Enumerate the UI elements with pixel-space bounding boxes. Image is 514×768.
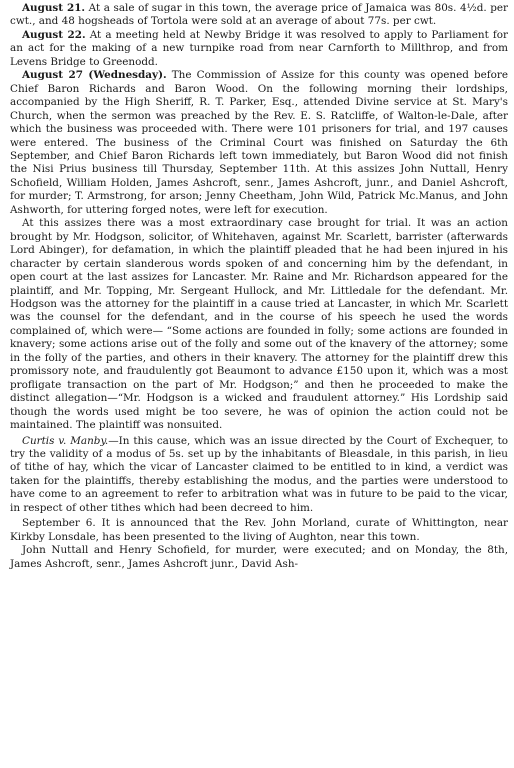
paragraph-august-22 <box>10 29 508 69</box>
paragraph-text: September 6. It is announced that the Rev. John Morland, curate of Whittington, near Kirkby Lonsdale, has been presented to the living of Aughton, near this town. <box>10 517 508 543</box>
paragraph-hodgson-case <box>10 217 508 432</box>
paragraph-date: August 21. <box>22 2 86 14</box>
paragraph-text: The Commission of Assize for this county was opened before Chief Baron Richards and Baron Wood. On the following morning their lordships, accompanied by the High Sheriff, R. T. Parker, Esq., attended Divine service at St. Mary's Church, when the sermon was preached by the Rev. E. S. Ratcliffe, of Walton-le-Dale, after which the business was proceeded with. There were 101 prisoners for trial, and 197 causes were entered. The business of the Criminal Court was finished on Saturday the 6th September, and Chief Baron Richards left town immediately, but Baron Wood did not finish the Nisi Prius business till Thursday, September 11th. At this assizes John Nuttall, Henry Schofield, William Holden, James Ashcroft, senr., James Ashcroft, junr., and Daniel Ashcroft, for murder; T. Armstrong, for arson; Jenny Cheetham, John Wild, Patrick Mc.Manus, and John Ashworth, for uttering forged notes, were left for execution. <box>10 69 509 216</box>
paragraph-august-27 <box>10 69 508 217</box>
paragraph-text: —In this cause, which was an issue directed by the Court of Exchequer, to try the validity of a modus of 5s. set up by the inhabitants of Bleasdale, in this parish, in lieu of tithe of hay, which the vicar of Lancaster claimed to be entitled to in kind, a verdict was taken for the plaintiffs, thereby establishing the modus, and the parties were understood to have come to an agreement to refer to arbitration what was in future to be paid to the vicar, in respect of other tithes which had been decreed to him. <box>10 434 508 514</box>
case-title: Curtis v. Manby. <box>22 434 109 447</box>
paragraph-date: August 22. <box>22 28 86 41</box>
paragraph-curtis-v-manby <box>10 435 508 516</box>
paragraph-text: At this assizes there was a most extraordinary case brought for trial. It was an action brought by Mr. Hodgson, solicitor, of Whitehaven, against Mr. Scarlett, barrister (afterwards Lord Abinger), for defamation, in which the plaintiff pleaded that he had been injured in his character by certain slanderous words spoken of and concerning him by the defendant, in open court at the last assizes for Lancaster. Mr. Raine and Mr. Richardson appeared for the plaintiff, and Mr. Topping, Mr. Sergeant Hullock, and Mr. Littledale for the defendant. Mr. Hodgson was the attorney for the plaintiff in a cause tried at Lancaster, in which Mr. Scarlett was the counsel for the defendant, and in the course of his speech he used the words complained of, which were— “Some actions are founded in folly; some actions are founded in knavery; some actions arise out of the folly and some out of the knavery of the attorney; some in the folly of the parties, and others in their knavery. The attorney for the plaintiff drew this promissory note, and fraudulently got Beaumont to advance £150 upon it, which was a most profligate transaction on the part of Mr. Hodgson;” and then he proceeded to make the distinct allegation—“Mr. Hodgson is a wicked and fraudulent attorney.” His Lordship said though the words used might be too severe, he was of opinion the action could not be maintained. The plaintiff was nonsuited. <box>10 217 508 432</box>
paragraph-text: At a sale of sugar in this town, the average price of Jamaica was 80s. 4½d. per cwt., and 48 hogsheads of Tortola were sold at an average of about 77s. per cwt. <box>10 2 508 28</box>
paragraph-text: At a meeting held at Newby Bridge it was resolved to apply to Parliament for an act for the making of a new turnpike road from near Carnforth to Millthrop, and from Levens Bridge to Greenodd. <box>10 28 508 68</box>
paragraph-september-6 <box>10 517 508 544</box>
paragraph-date: August 27 (Wednesday). <box>22 69 167 82</box>
paragraph-text: John Nuttall and Henry Schofield, for murder, were executed; and on Monday, the 8th, James Ashcroft, senr., James Ashcroft junr., David Ash- <box>10 544 508 570</box>
paragraph-august-21 <box>10 2 508 29</box>
paragraph-execution <box>10 544 508 571</box>
